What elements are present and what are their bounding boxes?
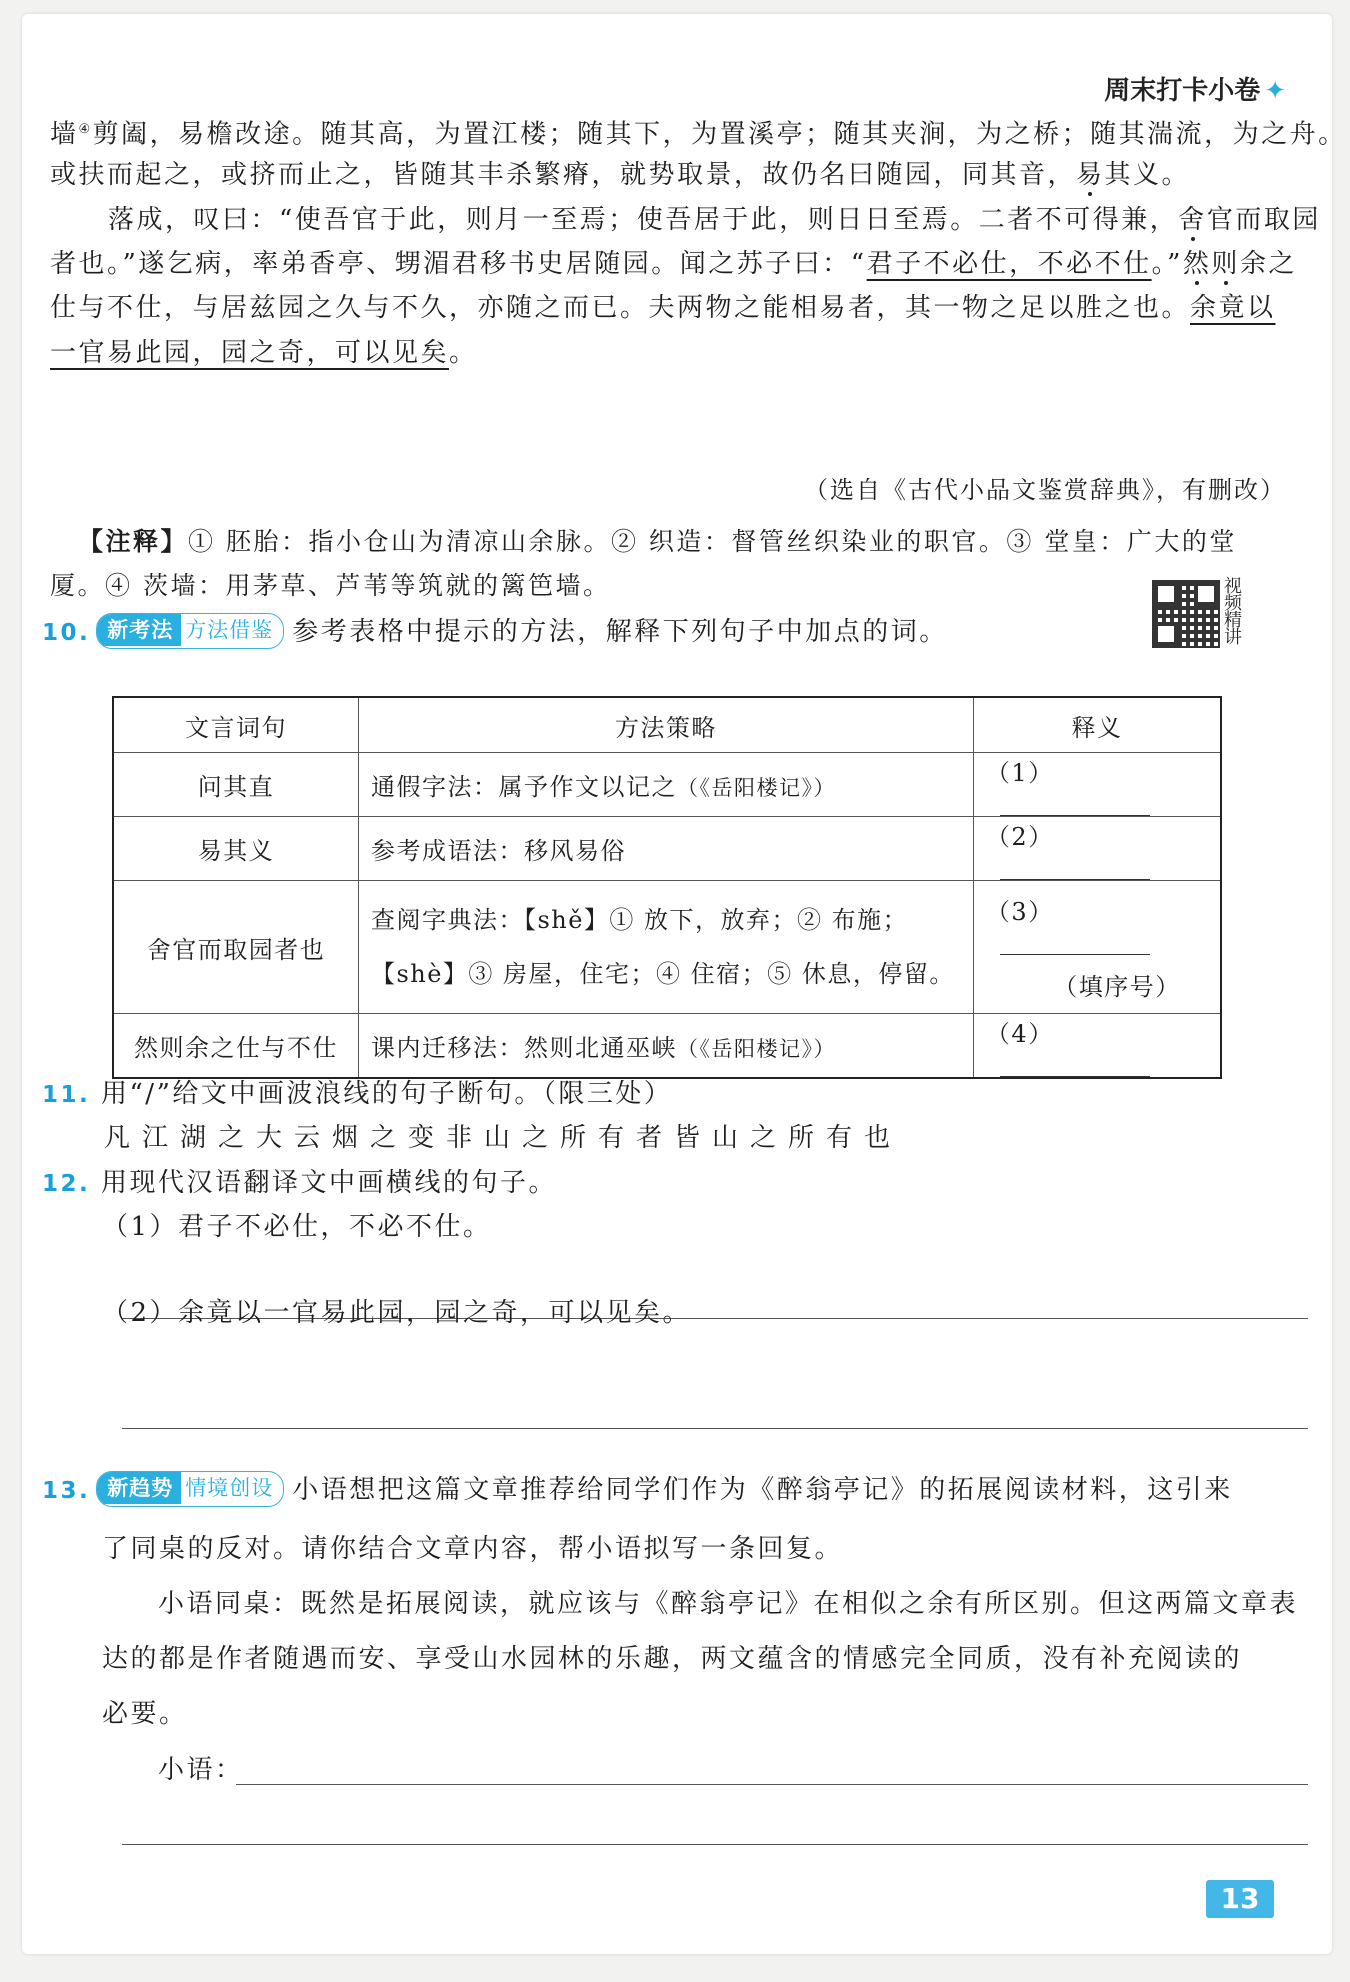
deskmate-para-1: 小语同桌：既然是拓展阅读，就应该与《醉翁亭记》在相似之余有所区别。但这两篇文章表: [158, 1589, 1299, 1619]
table-header: 文言词句: [113, 697, 358, 753]
table-header-row: [113, 697, 1221, 753]
underlined-sentence-2a: 余竟以: [1190, 293, 1276, 323]
answer-cell[interactable]: （1）: [973, 753, 1221, 817]
page: [22, 14, 1347, 1954]
question-number: 13.: [42, 1478, 91, 1504]
answer-line[interactable]: [236, 1784, 1308, 1785]
underlined-sentence-1: 君子不必仕，不必不仕: [866, 249, 1152, 279]
question-10: 10. 新考法 方法借鉴 参考表格中提示的方法，解释下列句子中加点的词。: [42, 604, 1304, 661]
question-number: 10.: [42, 620, 91, 646]
passage-source: （选自《古代小品文鉴赏辞典》，有删改）: [804, 476, 1286, 504]
question-13-line-2: 了同桌的反对。请你结合文章内容，帮小语拟写一条回复。: [102, 1534, 844, 1564]
answer-line[interactable]: [122, 1844, 1308, 1845]
passage-line-2: 或扶而起之，或挤而止之，皆随其丰杀繁瘠，就势取景，故仍名曰随园，同其音，易其义。: [50, 160, 1191, 190]
answer-cell[interactable]: （3） （填序号）: [973, 881, 1221, 1014]
question-12: 12. 用现代汉语翻译文中画横线的句子。: [42, 1168, 558, 1198]
passage-line-4: 者也。”遂乞病，率弟香亭、甥湄君移书史居随园。闻之苏子曰：“君子不必仕，不必不仕。”然则余之: [50, 249, 1297, 279]
answer-blank[interactable]: [1000, 855, 1150, 880]
passage-line-6: 一官易此园，园之奇，可以见矣。: [50, 338, 478, 368]
notes-line-1: 【注释】① 胚胎：指小仓山为清凉山余脉。② 织造：督管丝织染业的职官。③ 堂皇：广大的堂: [78, 527, 1237, 556]
header-title: 周末打卡小卷: [1104, 76, 1261, 106]
table-row: [113, 817, 1221, 881]
question-11: 11. 用“/”给文中画波浪线的句子断句。（限三处）: [42, 1079, 673, 1109]
table-row: [113, 881, 1221, 1014]
translation-item-2: （2）余竟以一官易此园，园之奇，可以见矣。: [102, 1298, 692, 1328]
tag-badge: 新考法 方法借鉴: [96, 613, 284, 649]
table-cell: 通假字法：属予作文以记之（《岳阳楼记》）: [358, 753, 973, 817]
passage-line-3: 落成，叹曰：“使吾官于此，则月一至焉；使吾居于此，则日日至焉。二者不可得兼，舍官而取园: [108, 205, 1321, 235]
deskmate-para-2: 达的都是作者随遇而安、享受山水园林的乐趣，两文蕴含的情感完全同质，没有补充阅读的: [102, 1644, 1243, 1674]
sparkle-icon: ✦: [1264, 76, 1286, 106]
table-header: 释义: [973, 697, 1221, 753]
translation-item-1: （1）君子不必仕，不必不仕。: [102, 1212, 492, 1242]
qr-label: 视频精讲: [1224, 576, 1242, 648]
passage-line-5: 仕与不仕，与居兹园之久与不久，亦随之而已。夫两物之能相易者，其一物之足以胜之也。余竟以: [50, 293, 1276, 323]
reply-label: 小语：: [158, 1755, 244, 1785]
question-number: 12.: [42, 1171, 91, 1197]
method-table: [112, 696, 1222, 1079]
answer-blank[interactable]: [1000, 930, 1150, 955]
table-cell: 课内迁移法：然则北通巫峡（《岳阳楼记》）: [358, 1014, 973, 1079]
question-number: 11.: [42, 1082, 91, 1108]
answer-cell[interactable]: （2）: [973, 817, 1221, 881]
answer-line[interactable]: [122, 1428, 1308, 1429]
tag-badge: 新趋势 情境创设: [96, 1471, 284, 1507]
table-cell: 然则余之仕与不仕: [113, 1014, 358, 1079]
notes-line-2: 厦。④ 茨墙：用茅草、芦苇等筑就的篱笆墙。: [50, 571, 611, 600]
table-cell: 易其义: [113, 817, 358, 881]
table-cell: 查阅字典法：【shě】① 放下，放弃；② 布施； 【shè】③ 房屋，住宅；④ 住宿；⑤ 休息，停留。: [358, 881, 973, 1014]
punctuation-sentence[interactable]: 凡江湖之大云烟之变非山之所有者皆山之所有也: [104, 1123, 903, 1153]
table-cell: 参考成语法：移风易俗: [358, 817, 973, 881]
table-row: [113, 753, 1221, 817]
underlined-sentence-2b: 一官易此园，园之奇，可以见矣: [50, 338, 450, 368]
answer-cell[interactable]: （4）: [973, 1014, 1221, 1079]
table-cell: 问其直: [113, 753, 358, 817]
question-13: 13. 新趋势 情境创设 小语想把这篇文章推荐给同学们作为《醉翁亭记》的拓展阅读材料，这引来: [42, 1462, 1304, 1519]
table-cell: 舍官而取园者也: [113, 881, 358, 1014]
table-header: 方法策略: [358, 697, 973, 753]
passage-line-1: 墙④剪阖，易檐改途。随其高，为置江楼；随其下，为置溪亭；随其夹涧，为之桥；随其湍流，为之舟。: [50, 119, 1347, 150]
page-number: 13: [1206, 1880, 1274, 1918]
deskmate-para-3: 必要。: [102, 1699, 188, 1729]
answer-blank[interactable]: [1000, 791, 1150, 816]
